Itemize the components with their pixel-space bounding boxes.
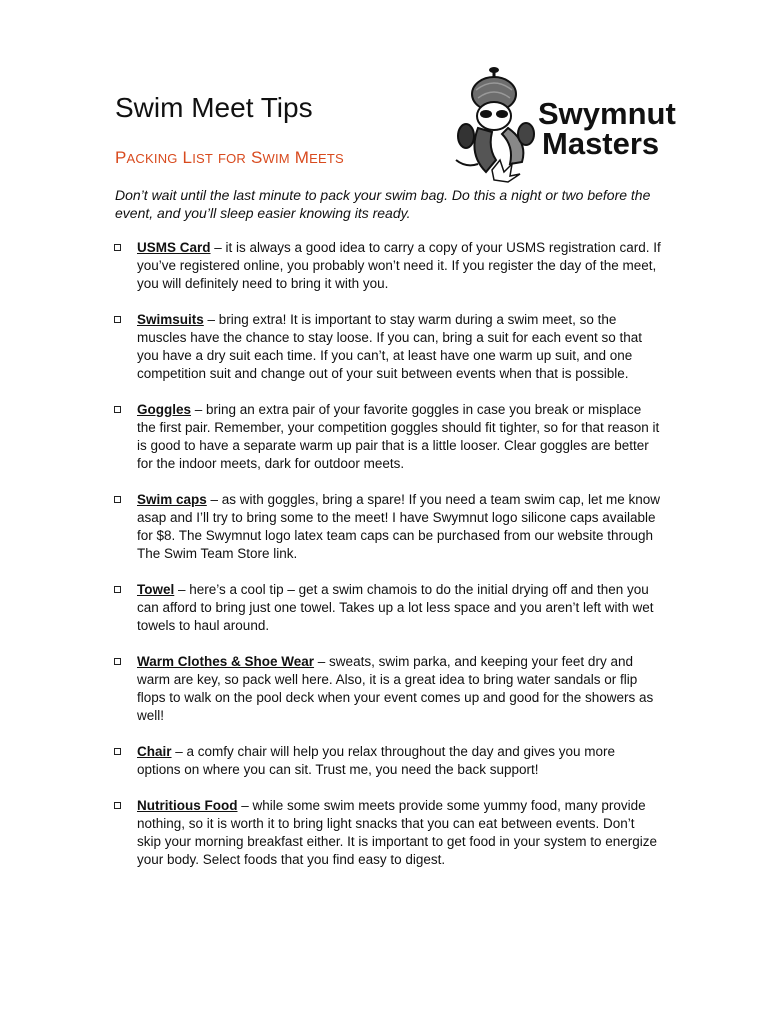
item-label: USMS Card bbox=[137, 240, 211, 255]
list-item bbox=[112, 653, 662, 725]
checkbox-icon[interactable] bbox=[114, 586, 121, 593]
swymnut-masters-logo bbox=[448, 64, 676, 184]
section-subtitle bbox=[115, 146, 344, 171]
item-label: Swim caps bbox=[137, 492, 207, 507]
item-text: – sweats, swim parka, and keeping your feet dry and warm are key, so pack well here. Also, it is a great idea to bring water sandals or flip flops to walk on the pool deck when your event comes up and good for the showers as well! bbox=[137, 654, 654, 723]
checkbox-icon[interactable] bbox=[114, 802, 121, 809]
checkbox-icon[interactable] bbox=[114, 406, 121, 413]
list-item bbox=[112, 743, 662, 779]
item-text: – while some swim meets provide some yummy food, many provide nothing, so it is worth it to bring light snacks that you can eat between events. Don’t skip your morning breakfast either. It is important to get food in your system to energize your body. Select foods that you find easy to digest. bbox=[137, 798, 658, 867]
intro-paragraph: Don’t wait until the last minute to pack your swim bag. Do this a night or two before the event, and you’ll sleep easier knowing its ready. bbox=[115, 187, 651, 221]
packing-list bbox=[112, 239, 662, 887]
item-text: – bring an extra pair of your favorite goggles in case you break or misplace the first pair. Remember, your competition goggles should fit tighter, so for that reason it is good to have a separate warm up pair that is a little looser. Clear goggles are better for the indoor meets, dark for outdoor meets. bbox=[137, 402, 660, 471]
checkbox-icon[interactable] bbox=[114, 496, 121, 503]
list-item bbox=[112, 239, 662, 293]
item-text: – here’s a cool tip – get a swim chamois to do the initial drying off and then you can afford to bring just one towel. Takes up a lot less space and you aren’t left with wet towels to haul around. bbox=[137, 582, 654, 633]
item-label: Towel bbox=[137, 582, 175, 597]
item-label: Nutritious Food bbox=[137, 798, 238, 813]
list-item bbox=[112, 401, 662, 473]
checkbox-icon[interactable] bbox=[114, 748, 121, 755]
item-label: Warm Clothes & Shoe Wear bbox=[137, 654, 315, 669]
subtitle-word: PACKING bbox=[115, 148, 178, 167]
item-text: – bring extra! It is important to stay warm during a swim meet, so the muscles have the chance to stay loose. If you can, bring a suit for each event so that you have a dry suit each time. If you can’t, at least have one warm up suit, and one competition suit and change out of your suit between events when that is possible. bbox=[137, 312, 643, 381]
list-item bbox=[112, 491, 662, 563]
checkbox-icon[interactable] bbox=[114, 244, 121, 251]
acorn-swimmer-mascot-icon bbox=[456, 67, 534, 182]
subtitle-word: SWIM bbox=[250, 148, 290, 167]
item-label: Chair bbox=[137, 744, 172, 759]
item-label: Swimsuits bbox=[137, 312, 204, 327]
item-text: – as with goggles, bring a spare! If you need a team swim cap, let me know asap and I’ll try to bring some to the meet! I have Swymnut logo silicone caps available for $8. The Swymnut logo latex team caps can be purchased from our website through The Swim Team Store link. bbox=[137, 492, 661, 561]
item-text: – it is always a good idea to carry a copy of your USMS registration card. If you’ve registered online, you probably won’t need it. If you register the day of the meet, you will definitely need to bring it with you. bbox=[137, 240, 661, 291]
subtitle-word: MEETS bbox=[294, 148, 344, 167]
item-label: Goggles bbox=[137, 402, 192, 417]
list-item bbox=[112, 311, 662, 383]
list-item bbox=[112, 797, 662, 869]
subtitle-word: LIST bbox=[182, 148, 214, 167]
subtitle-word: FOR bbox=[217, 151, 246, 166]
item-text: – a comfy chair will help you relax throughout the day and gives you more options on where you can sit. Trust me, you need the back support! bbox=[137, 744, 616, 777]
logo-text-masters: Masters bbox=[542, 126, 660, 161]
list-item bbox=[112, 581, 662, 635]
page-title: Swim Meet Tips bbox=[115, 92, 313, 123]
logo-text-swymnut: Swymnut bbox=[538, 96, 676, 131]
checkbox-icon[interactable] bbox=[114, 658, 121, 665]
checkbox-icon[interactable] bbox=[114, 316, 121, 323]
